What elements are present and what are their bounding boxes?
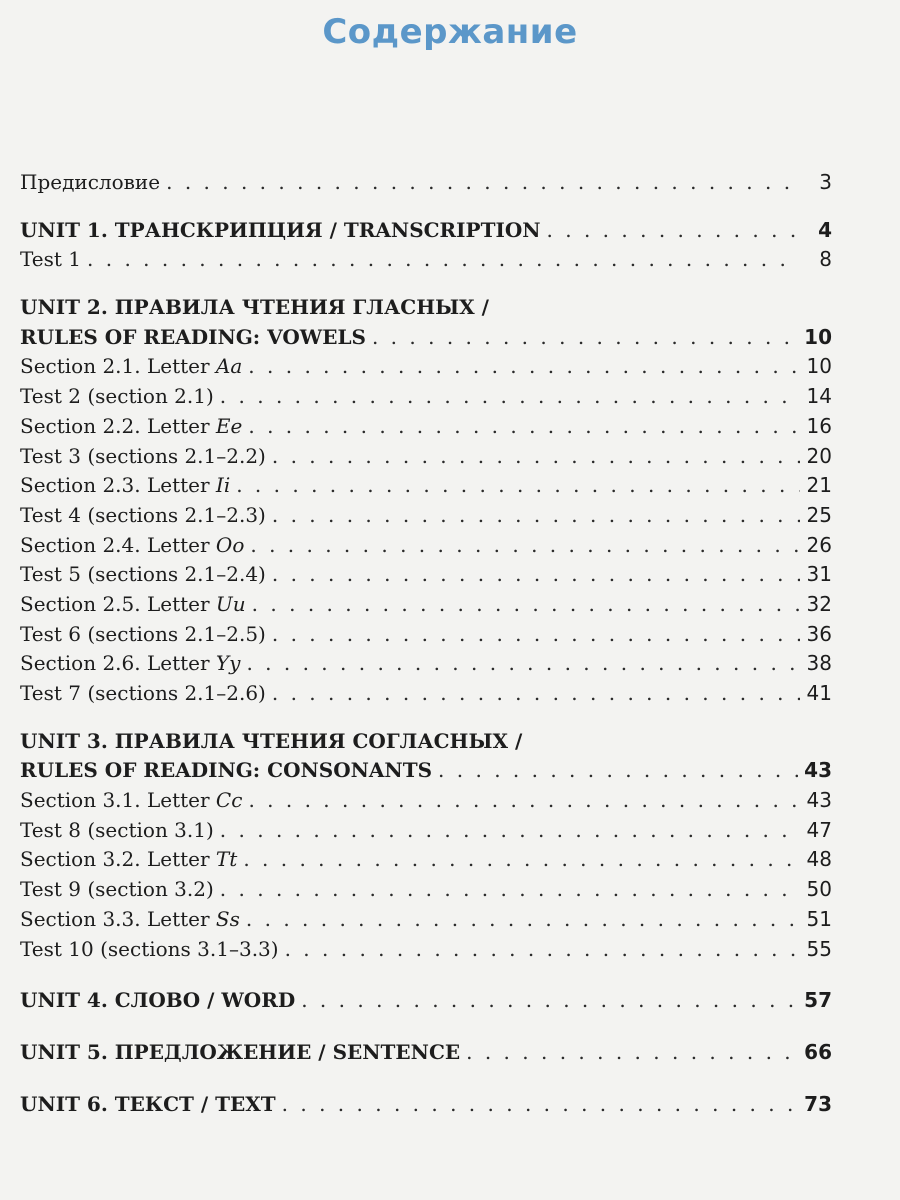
toc-entry-section-3-3[interactable] xyxy=(20,905,832,935)
toc-page-number: 32 xyxy=(806,591,832,616)
dot-leader xyxy=(248,352,800,382)
toc-entry-section-2-5[interactable] xyxy=(20,590,832,620)
toc-page-number: 43 xyxy=(806,788,832,813)
toc-page-number: 31 xyxy=(806,562,832,587)
toc-page-number: 3 xyxy=(819,170,832,194)
toc-page-number: 66 xyxy=(804,1039,832,1064)
dot-leader xyxy=(236,471,800,501)
dot-leader xyxy=(547,216,800,246)
toc-entry-unit-1[interactable] xyxy=(20,216,832,246)
toc-page-number: 48 xyxy=(806,847,832,872)
letter-italic: Yy xyxy=(215,651,241,676)
toc-entry-label: UNIT 4. СЛОВО / WORD xyxy=(20,988,296,1013)
toc-entry-label: Section 2.3. Letter Ii xyxy=(20,473,231,498)
toc-entry-label: Section 2.1. Letter Aa xyxy=(20,354,243,379)
dot-leader xyxy=(272,501,800,531)
dot-leader xyxy=(220,382,800,412)
toc-entry-unit-6[interactable] xyxy=(20,1090,832,1120)
toc-page-number: 26 xyxy=(806,532,832,557)
toc-entry-test-8[interactable] xyxy=(20,816,832,846)
dot-leader xyxy=(466,1038,798,1068)
toc-entry-label: Section 2.2. Letter Ee xyxy=(20,413,243,438)
toc-page-number: 51 xyxy=(806,906,832,931)
dot-leader xyxy=(220,875,800,905)
toc-entry-test-6[interactable] xyxy=(20,620,832,650)
dot-leader xyxy=(246,649,800,679)
toc-entry-test-2[interactable] xyxy=(20,382,832,412)
toc-entry-label: UNIT 6. ТЕКСТ / TEXT xyxy=(20,1091,276,1116)
toc-entry-label: Section 3.2. Letter Tt xyxy=(20,847,238,872)
toc-entry-unit-3-line-1[interactable]: UNIT 3. ПРАВИЛА ЧТЕНИЯ СОГЛАСНЫХ / xyxy=(20,728,523,753)
letter-italic: Ss xyxy=(215,906,240,931)
dot-leader xyxy=(301,986,798,1016)
letter-italic: Tt xyxy=(215,847,238,872)
dot-leader xyxy=(246,905,800,935)
letter-italic: Aa xyxy=(215,354,243,379)
toc-entry-label: Test 10 (sections 3.1–3.3) xyxy=(20,936,279,961)
letter-italic: Ee xyxy=(215,413,243,438)
toc-entry-section-2-2[interactable] xyxy=(20,412,832,442)
toc-entry-test-9[interactable] xyxy=(20,875,832,905)
dot-leader xyxy=(250,531,800,561)
toc-entry-test-4[interactable] xyxy=(20,501,832,531)
dot-leader xyxy=(272,620,800,650)
toc-entry-section-2-1[interactable] xyxy=(20,352,832,382)
letter-italic: Oo xyxy=(215,532,245,557)
toc-page-number: 73 xyxy=(804,1091,832,1116)
toc-page-number: 10 xyxy=(804,324,832,349)
toc-page-number: 20 xyxy=(806,443,832,468)
toc-entry-label: Test 7 (sections 2.1–2.6) xyxy=(20,681,266,705)
toc-page-number: 55 xyxy=(806,936,832,961)
letter-italic: Cc xyxy=(215,788,243,813)
letter-italic: Uu xyxy=(215,591,246,616)
dot-leader xyxy=(372,323,798,353)
toc-page-number: 36 xyxy=(806,621,832,646)
toc-entry-label: Предисловие xyxy=(20,170,161,194)
dot-leader xyxy=(220,816,800,846)
dot-leader xyxy=(272,679,800,709)
dot-leader xyxy=(252,590,800,620)
dot-leader xyxy=(248,412,800,442)
toc-entry-test-3[interactable] xyxy=(20,442,832,472)
toc-entry-section-2-3[interactable] xyxy=(20,471,832,501)
toc-entry-label: Test 6 (sections 2.1–2.5) xyxy=(20,621,266,646)
toc-entry-unit-5[interactable] xyxy=(20,1038,832,1068)
toc-entry-label: RULES OF READING: VOWELS xyxy=(20,324,366,349)
toc-entry-label: Test 1 xyxy=(20,247,82,272)
dot-leader xyxy=(248,786,800,816)
toc-entry-test-5[interactable] xyxy=(20,560,832,590)
toc-entry-label: RULES OF READING: CONSONANTS xyxy=(20,758,433,783)
toc-entry-label: Test 3 (sections 2.1–2.2) xyxy=(20,443,266,468)
toc-page-number: 25 xyxy=(806,502,832,527)
toc-entry-test-7[interactable] xyxy=(20,679,832,709)
toc-entry-label: Section 2.6. Letter Yy xyxy=(20,651,241,676)
page-title: Содержание xyxy=(322,12,578,52)
toc-page-number: 38 xyxy=(806,651,832,676)
toc-page-number: 21 xyxy=(806,473,832,498)
toc-page-number: 47 xyxy=(806,817,832,842)
dot-leader xyxy=(243,845,800,875)
toc-entry-unit-2-line-1[interactable]: UNIT 2. ПРАВИЛА ЧТЕНИЯ ГЛАСНЫХ / xyxy=(20,295,489,320)
toc-entry-preface[interactable] xyxy=(20,168,832,198)
dot-leader xyxy=(166,168,800,198)
dot-leader xyxy=(272,442,800,472)
toc-entry-label: Section 3.1. Letter Cc xyxy=(20,788,243,813)
toc-entry-section-2-4[interactable] xyxy=(20,531,832,561)
toc-page-number: 43 xyxy=(804,758,832,783)
toc-page-number: 57 xyxy=(804,988,832,1013)
toc-entry-unit-4[interactable] xyxy=(20,986,832,1016)
toc-entry-label: Section 2.5. Letter Uu xyxy=(20,591,246,616)
toc-entry-section-2-6[interactable] xyxy=(20,649,832,679)
toc-page-number: 14 xyxy=(806,384,832,409)
toc-page-number: 16 xyxy=(806,413,832,438)
dot-leader xyxy=(282,1090,799,1120)
toc-entry-test-1[interactable] xyxy=(20,245,832,275)
toc-entry-test-10[interactable] xyxy=(20,935,832,965)
toc-page-number: 50 xyxy=(806,877,832,902)
toc-entry-label: UNIT 5. ПРЕДЛОЖЕНИЕ / SENTENCE xyxy=(20,1039,461,1064)
toc-entry-label: UNIT 1. ТРАНСКРИПЦИЯ / TRANSCRIPTION xyxy=(20,217,541,242)
toc-entry-section-3-1[interactable] xyxy=(20,786,832,816)
toc-entry-label: Section 3.3. Letter Ss xyxy=(20,906,240,931)
dot-leader xyxy=(87,245,800,275)
toc-page-number: 8 xyxy=(819,247,832,272)
toc-page-number: 10 xyxy=(806,354,832,379)
toc-entry-label: Test 5 (sections 2.1–2.4) xyxy=(20,562,266,587)
toc-entry-label: Test 2 (section 2.1) xyxy=(20,384,214,409)
toc-entry-unit-2[interactable] xyxy=(20,323,832,353)
toc-page-number: 41 xyxy=(806,681,832,705)
toc-entry-label: Test 8 (section 3.1) xyxy=(20,817,214,842)
dot-leader xyxy=(285,935,800,965)
toc-entry-section-3-2[interactable] xyxy=(20,845,832,875)
toc-entry-label: Test 9 (section 3.2) xyxy=(20,877,214,902)
dot-leader xyxy=(438,756,798,786)
toc-entry-label: Section 2.4. Letter Oo xyxy=(20,532,245,557)
dot-leader xyxy=(272,560,800,590)
toc-entry-unit-3[interactable] xyxy=(20,756,832,786)
toc-entry-label: Test 4 (sections 2.1–2.3) xyxy=(20,502,266,527)
toc-page-number: 4 xyxy=(818,217,832,242)
letter-italic: Ii xyxy=(215,473,231,498)
table-of-contents xyxy=(20,168,832,1119)
